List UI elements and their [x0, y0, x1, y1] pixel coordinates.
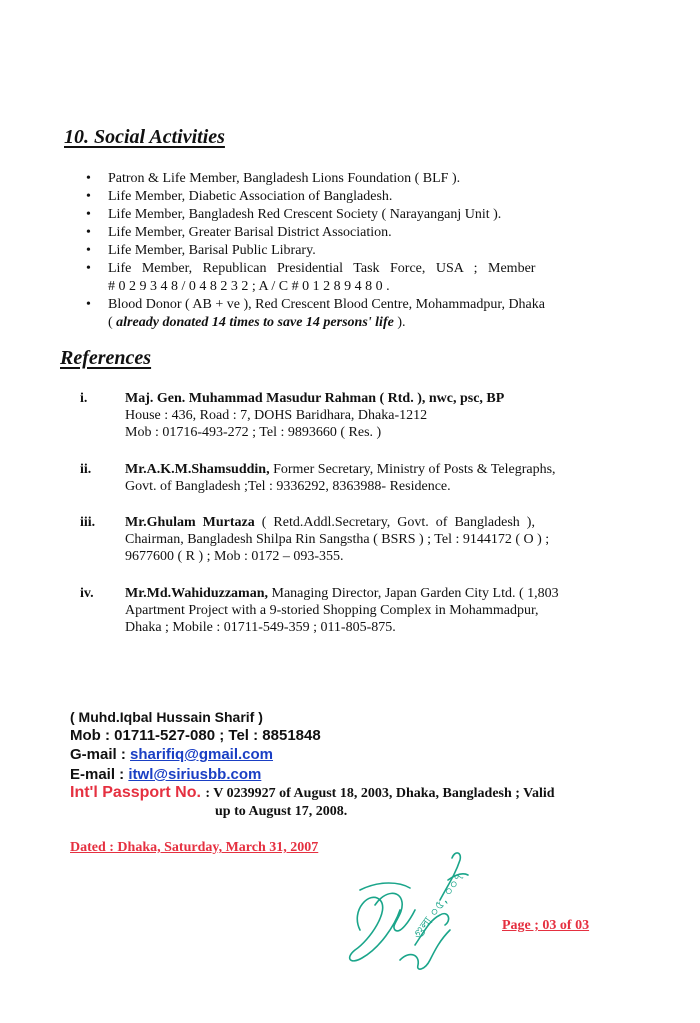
reference-name: Mr.A.K.M.Shamsuddin, [125, 462, 270, 477]
bullet-icon: • [86, 297, 91, 312]
gmail-row: G-mail : sharifiq@gmail.com [70, 746, 274, 763]
gmail-link[interactable]: sharifiq@gmail.com [130, 746, 274, 763]
dated-line: Dated : Dhaka, Saturday, March 31, 2007 [70, 840, 319, 855]
reference-item: iii. Mr.Ghulam Murtaza ( Retd.Addl.Secretary, Govt. of Bangladesh ), Chairman, Bangladesh Shilpa Rin Sangstha ( BSRS ) ; Tel : 9144172 ( O ) ; 9677600 ( R ) ; Mob : 0172 – 093-355. [80, 514, 620, 565]
email-link[interactable]: itwl@siriusbb.com [128, 766, 262, 783]
reference-line: Chairman, Bangladesh Shilpa Rin Sangstha ( BSRS ) ; Tel : 9144172 ( O ) ; [125, 532, 550, 547]
reference-line: 9677600 ( R ) ; Mob : 0172 – 093-355. [125, 549, 344, 564]
passport-info: Int'l Passport No. : V 0239927 of August 18, 2003, Dhaka, Bangladesh ; Valid up to August 17, 2008. [70, 784, 610, 821]
list-item: • Life Member, Greater Barisal District Association. [86, 225, 392, 240]
list-item [86, 296, 616, 332]
bullet-icon: • [86, 189, 91, 204]
reference-line: House : 436, Road : 7, DOHS Baridhara, Dhaka-1212 [125, 408, 428, 423]
list-item-line: Life Member, Republican Presidential Task Force, USA ; Member [108, 261, 536, 276]
list-item-line: Blood Donor ( AB + ve ), Red Crescent Blood Centre, Mohammadpur, Dhaka [108, 297, 545, 312]
bullet-icon: • [86, 261, 91, 276]
bullet-icon: • [86, 171, 91, 186]
contact-name: ( Muhd.Iqbal Hussain Sharif ) [70, 709, 263, 725]
passport-text-cont: up to August 17, 2008. [215, 804, 348, 819]
page-number: Page ; 03 of 03 [502, 918, 590, 933]
list-item: • Life Member, Bangladesh Red Crescent Society ( Narayanganj Unit ). [86, 207, 502, 222]
reference-line: Apartment Project with a 9-storied Shopping Complex in Mohammadpur, [125, 603, 539, 618]
list-item-line: ( already donated 14 times to save 14 persons' life ). [108, 315, 406, 330]
list-item-line: # 0 2 9 3 4 8 / 0 4 8 2 3 2 ; A / C # 0 1 2 8 9 4 8 0 . [108, 279, 390, 294]
reference-name: Mr.Ghulam Murtaza [125, 515, 255, 530]
section-title-references: References [60, 347, 152, 369]
reference-item [80, 390, 620, 441]
reference-line: Mob : 01716-493-272 ; Tel : 9893660 ( Res. ) [125, 425, 382, 440]
passport-label: Int'l Passport No. [70, 784, 206, 801]
list-item: • Patron & Life Member, Bangladesh Lions Foundation ( BLF ). [86, 171, 461, 186]
bullet-icon: • [86, 225, 91, 240]
section-title-social-activities: 10. Social Activities [64, 126, 225, 148]
list-item: • Life Member, Diabetic Association of Bangladesh. [86, 189, 393, 204]
reference-item: iv. Mr.Md.Wahiduzzaman, Managing Director, Japan Garden City Ltd. ( 1,803 Apartment Project with a 9-storied Shopping Complex in Mohammadpur, Dhaka ; Mobile : 01711-549-359 ; 011-805-875. [80, 585, 620, 636]
passport-text: V 0239927 of August 18, 2003, Dhaka, Bangladesh ; Valid [213, 786, 555, 801]
social-activities-list [86, 170, 616, 332]
bullet-icon: • [86, 207, 91, 222]
emphasis-text: already donated 14 times to save 14 persons' life [116, 315, 394, 330]
reference-line: Govt. of Bangladesh ;Tel : 9336292, 8363988- Residence. [125, 479, 451, 494]
reference-name: Mr.Md.Wahiduzzaman, [125, 586, 268, 601]
email-row: E-mail : itwl@siriusbb.com [70, 766, 262, 783]
reference-number: iv. [80, 586, 94, 601]
list-item: • Life Member, Barisal Public Library. [86, 243, 316, 258]
reference-number: ii. [80, 462, 92, 477]
contact-phone: Mob : 01711-527-080 ; Tel : 8851848 [70, 727, 321, 744]
list-item [86, 260, 616, 296]
reference-number: iii. [80, 515, 96, 530]
handwritten-signature [340, 830, 480, 980]
reference-name: Maj. Gen. Muhammad Masudur Rahman ( Rtd. ), nwc, psc, BP [125, 391, 505, 406]
reference-item: ii. Mr.A.K.M.Shamsuddin, Former Secretary, Ministry of Posts & Telegraphs, Govt. of Bangladesh ;Tel : 9336292, 8363988- Residence. [80, 461, 620, 495]
signature-date: গুল্ম ০৫, ০০৭ [410, 870, 468, 943]
reference-line: Dhaka ; Mobile : 01711-549-359 ; 011-805-875. [125, 620, 396, 635]
bullet-icon: • [86, 243, 91, 258]
reference-number: i. [80, 391, 88, 406]
